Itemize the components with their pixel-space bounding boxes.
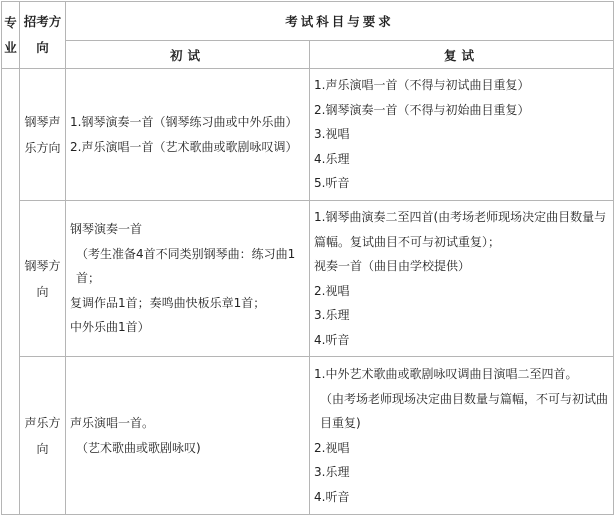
requirement-line: （考生准备4首不同类别钢琴曲：练习曲1首； xyxy=(76,246,296,286)
requirement-line: 4.听音 xyxy=(314,489,350,504)
requirement-line: 钢琴演奏一首 xyxy=(70,222,143,237)
requirements-header: 考试科目与要求 xyxy=(66,2,614,41)
requirement-line: 1.钢琴演奏一首（钢琴练习曲或中外乐曲） xyxy=(70,115,298,129)
requirement-line: 1.中外艺术歌曲或歌剧咏叹调曲目演唱二至四首。 xyxy=(314,367,578,381)
requirement-line: （由考场老师现场决定曲目数量与篇幅，不可与初试曲目重复) xyxy=(320,391,609,430)
requirement-line: 4.听音 xyxy=(314,332,350,347)
requirement-line: 视奏一首（曲目由学校提供） xyxy=(314,259,471,273)
requirement-line: 2.视唱 xyxy=(314,283,350,298)
direction-header: 招考方向 xyxy=(20,2,66,69)
requirement-line: 3.乐理 xyxy=(314,465,350,479)
requirement-line: 声乐演唱一首。 xyxy=(70,416,155,430)
first-round-cell xyxy=(66,69,310,201)
requirement-line: 4.乐理 xyxy=(314,151,350,166)
major-header: 专业 xyxy=(2,2,20,69)
requirement-line: 5.听音 xyxy=(314,176,350,191)
direction-cell: 声乐方向 xyxy=(20,357,66,515)
major-cell xyxy=(2,69,20,515)
second-round-cell xyxy=(310,357,614,515)
direction-cell: 钢琴声乐方向 xyxy=(20,69,66,201)
requirement-line: （艺术歌曲或歌剧咏叹) xyxy=(76,440,201,455)
requirement-line: 中外乐曲1首） xyxy=(70,320,150,335)
requirement-line: 3.乐理 xyxy=(314,308,350,322)
first-round-cell xyxy=(66,357,310,515)
first-round-cell xyxy=(66,201,310,357)
direction-cell: 钢琴方向 xyxy=(20,201,66,357)
requirement-line: 复调作品1首；奏鸣曲快板乐章1首； xyxy=(70,295,266,310)
requirement-line: 2.声乐演唱一首（艺术歌曲或歌剧咏叹调） xyxy=(70,139,298,154)
requirement-line: 1.声乐演唱一首（不得与初试曲目重复） xyxy=(314,78,530,93)
requirement-line: 1.钢琴曲演奏二至四首(由考场老师现场决定曲目数量与篇幅。复试曲目不可与初试重复）； xyxy=(314,210,607,249)
second-round-header: 复试 xyxy=(310,41,614,69)
first-round-header: 初试 xyxy=(66,41,310,69)
requirement-line: 3.视唱 xyxy=(314,127,350,142)
second-round-cell xyxy=(310,201,614,357)
exam-requirements-table xyxy=(1,1,614,515)
requirement-line: 2.视唱 xyxy=(314,440,350,455)
second-round-cell xyxy=(310,69,614,201)
requirement-line: 2.钢琴演奏一首（不得与初始曲目重复） xyxy=(314,102,530,117)
